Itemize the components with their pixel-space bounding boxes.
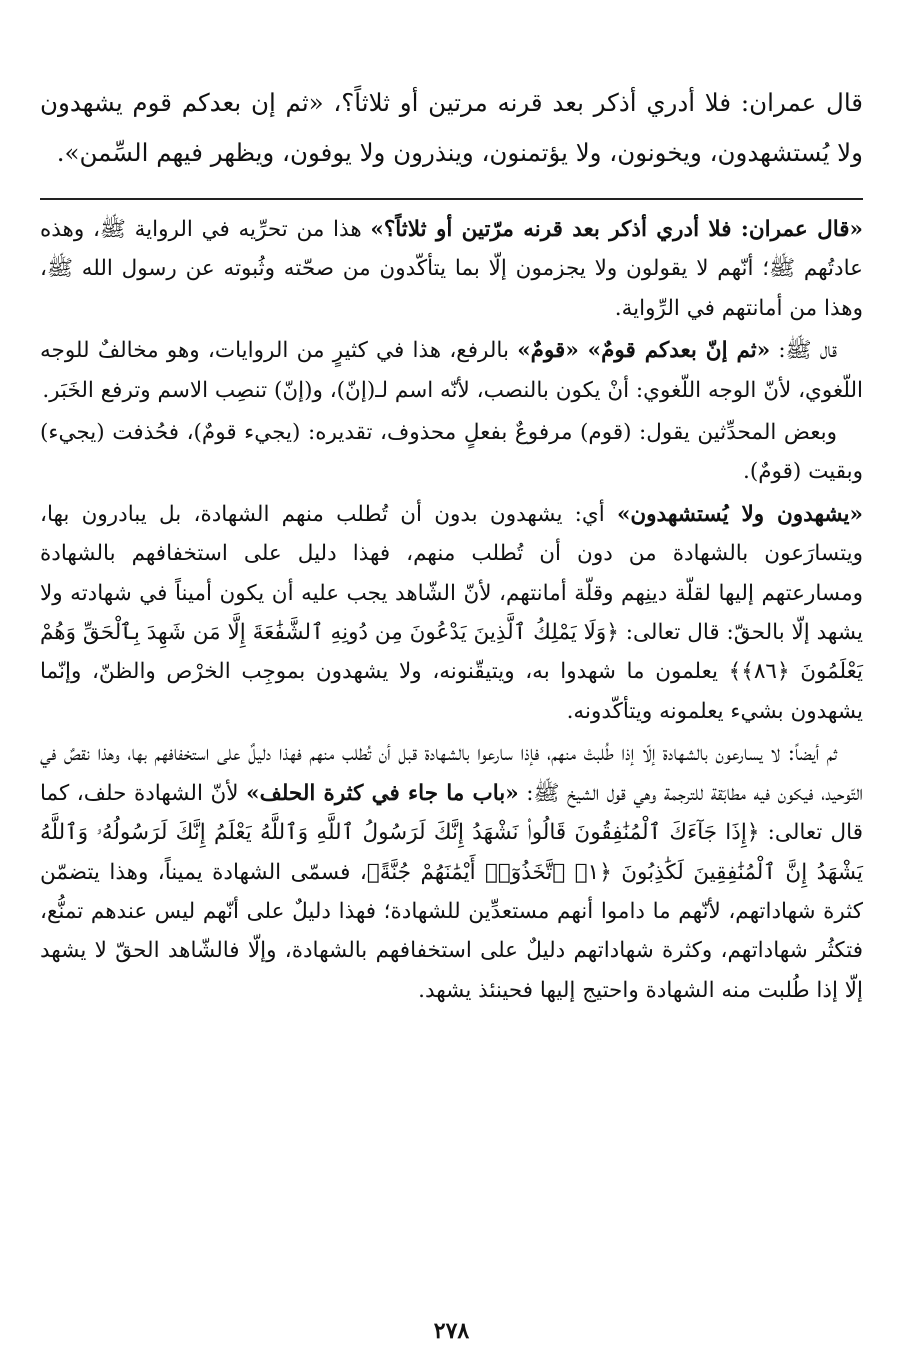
quoted-phrase: «باب ما جاء في كثرة الحلف» [246, 780, 519, 806]
commentary [40, 210, 863, 1010]
quran-verse: ﴿إِذَا جَآءَكَ ٱلْمُنَٰفِقُونَ قَالُوا۟ نَشْهَدُ إِنَّكَ لَرَسُولُ ٱللَّهِ وَٱللَّهُ يَعْلَمُ إِنَّكَ لَرَسُولُهُۥ وَٱللَّهُ يَشْهَدُ إِنَّ ٱلْمُنَٰفِقِينَ لَكَٰذِبُونَ ﴿١﴾ ٱتَّخَذُوٓا۟ أَيْمَٰنَهُمْ جُنَّةً﴾ [40, 820, 863, 885]
commentary-text: لأنّ الشهادة حلف، كما قال تعالى: [40, 780, 863, 846]
commentary-text: يعلمون ما شهدوا به، ويتيقّنونه، ولا يشهدون بموجِب الخرْص والظنّ، وإنّما يشهدون بشيء يعلمونه ويتأكّدونه. [40, 659, 863, 724]
commentary-paragraph-1 [40, 210, 863, 328]
commentary-paragraph-5 [40, 734, 863, 1010]
quoted-phrase: «قال عمران: فلا أدري أذكر بعد قرنه مرّتين أو ثلاثاً؟» [370, 217, 863, 242]
hadith-text: قال عمران: فلا أدري أذكر بعد قرنه مرتين أو ثلاثاً؟، «ثم إن بعدكم قوم يشهدون ولا يُستشهدون، ويخونون، ولا يؤتمنون، وينذرون ولا يوفون، ويظهر فيهم السِّمن». [40, 88, 863, 167]
commentary-text: ، فسمّى الشهادة يميناً، وهذا يتضمّن كثرة شهاداتهم، لأنّهم ما داموا أنهم مستعدِّين للشهادة؛ فهذا دليلٌ على أنّهم ليس عندهم تمنُّع، فتكثُر شهاداتهم، وكثرة شهاداتهم دليلٌ على استخفافهم بالشهادة، وإلّا فالشّاهد الحقّ لا يشهد إلّا إذا طُلبت منه الشهادة واحتيج إليها فحينئذ يشهد. [40, 859, 863, 1003]
commentary-text: قال ﷺ: [770, 338, 837, 364]
commentary-text: هذا من تحرِّيه في الرواية ﷺ، وهذه عادتُهم ﷺ؛ أنّهم لا يقولون ولا يجزمون إلّا بما يتأكّدون من صحّته وثُبوته عن رسول الله ﷺ، وهذا من أمانتهم في الرِّواية. [40, 217, 863, 321]
page-number: ٢٧٨ [433, 1318, 470, 1344]
separator-rule [40, 198, 863, 200]
commentary-text: ثم أيضاً: لا يسارعون بالشهادة إلّا إذا طُلبتْ منهم، فإذا سارعوا بالشهادة قبل أن تُطلب منهم فهذا دليلٌ على استخفافهم بها، وهذا نقصٌ في التّوحيد، فيكون فيه مطابَقة للترجمة وهي قول الشيخ ﷺ: [40, 741, 863, 806]
commentary-text: وبعض المحدِّثين يقول: (قوم) مرفوعٌ بفعلٍ محذوف، تقديره: (يجيء قومٌ)، فحُذفت (يجيء) وبقيت (قومٌ). [40, 420, 863, 485]
quran-verse: ﴿وَلَا يَمْلِكُ ٱلَّذِينَ يَدْعُونَ مِن دُونِهِ ٱلشَّفَٰعَةَ إِلَّا مَن شَهِدَ بِٱلْحَقِّ وَهُمْ يَعْلَمُونَ ﴿٨٦﴾﴾ [40, 620, 863, 685]
commentary-paragraph-2 [40, 331, 863, 410]
commentary-text: أي: يشهدون بدون أن تُطلب منهم الشهادة، بل يبادرون بها، ويتسارَعون بالشهادة من دون أن تُطلب منهم، فهذا دليل على استخفافهم بالشهادة ومسارعتهم إليها لقلّة دينِهم وقلّة أمانتهم، لأنّ الشّاهد يجب عليه أن يكون أميناً في شهادته ولا يشهد إلّا بالحقّ: قال تعالى: [40, 501, 863, 646]
commentary-paragraph-4 [40, 495, 863, 731]
page-content [40, 78, 863, 1013]
quoted-phrase: «يشهدون ولا يُستشهدون» [616, 501, 863, 527]
commentary-text: بالرفع، هذا في كثيرٍ من الروايات، وهو مخالفٌ للوجه اللّغوي، لأنّ الوجه اللّغوي: أنْ يكون بالنصب، لأنّه اسم لـ(إنّ)، و(إنّ) تنصِب الاسم وترفع الخَبَر. [40, 338, 863, 403]
commentary-paragraph-3 [40, 413, 863, 492]
quoted-phrase: «ثم إنّ بعدكم قومٌ» «قومٌ» [517, 338, 771, 364]
